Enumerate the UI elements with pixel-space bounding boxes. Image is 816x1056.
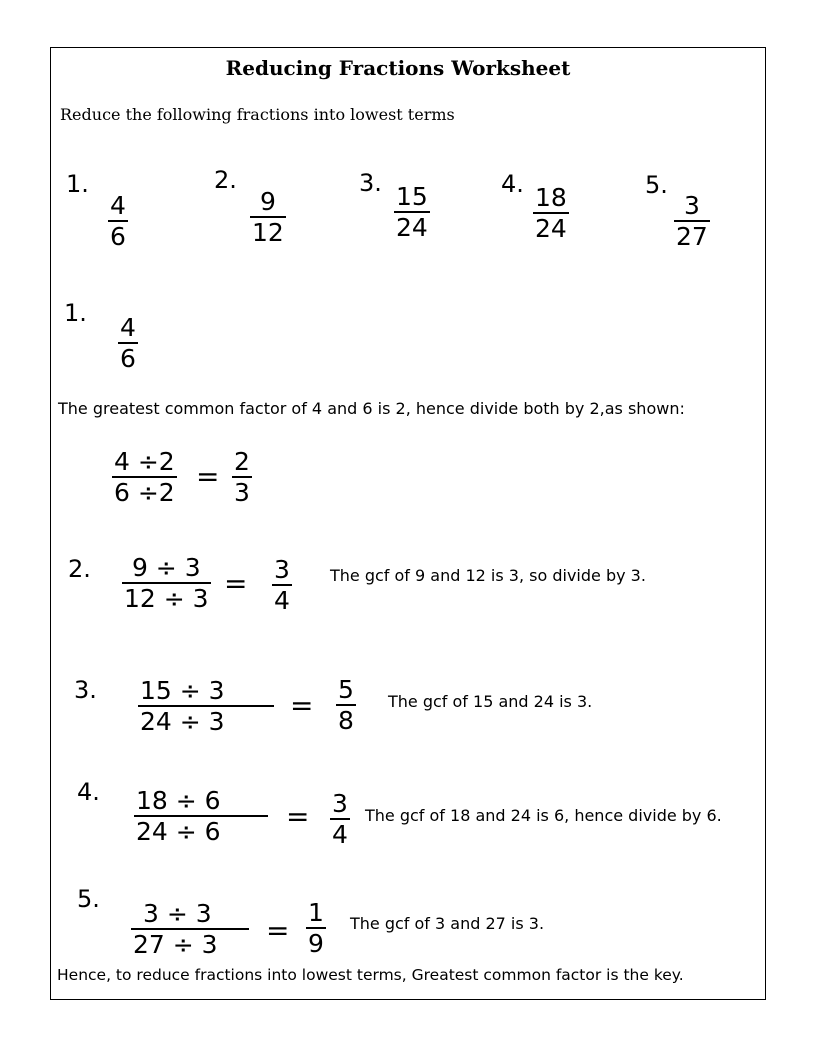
work-fraction xyxy=(122,555,211,611)
numerator: 15 ÷ 3 xyxy=(140,676,225,705)
numerator: 3 xyxy=(274,555,290,584)
problem-label: 4. xyxy=(501,170,524,198)
denominator: 6 ÷2 xyxy=(114,478,175,507)
denominator: 24 xyxy=(396,213,428,242)
solution-label: 3. xyxy=(74,676,97,704)
numerator: 1 xyxy=(308,898,324,927)
equals-sign: = xyxy=(196,460,220,493)
solution-label: 5. xyxy=(77,885,100,913)
solution-label: 1. xyxy=(64,299,87,327)
numerator: 3 ÷ 3 xyxy=(143,899,212,928)
result-fraction xyxy=(306,900,326,956)
explanation-text: The gcf of 18 and 24 is 6, hence divide by 6. xyxy=(365,806,722,825)
denominator: 6 xyxy=(110,222,126,251)
problem-label: 2. xyxy=(214,166,237,194)
denominator: 24 xyxy=(535,214,567,243)
numerator: 9 xyxy=(259,187,276,216)
problem-fraction xyxy=(533,185,569,241)
problem-label: 1. xyxy=(66,170,89,198)
solution-label: 2. xyxy=(68,555,91,583)
work-fraction xyxy=(112,449,177,505)
numerator: 18 ÷ 6 xyxy=(136,786,221,815)
numerator: 3 xyxy=(332,789,348,818)
denominator: 4 xyxy=(332,820,348,849)
result-fraction xyxy=(232,449,252,505)
numerator: 5 xyxy=(338,675,354,704)
instructions: Reduce the following fractions into lowest terms xyxy=(60,105,455,124)
work-fraction xyxy=(138,678,274,734)
given-fraction xyxy=(118,315,138,371)
conclusion-text: Hence, to reduce fractions into lowest terms, Greatest common factor is the key. xyxy=(57,966,684,984)
equals-sign: = xyxy=(290,689,314,722)
denominator: 24 ÷ 6 xyxy=(136,817,221,846)
numerator: 15 xyxy=(396,182,428,211)
denominator: 8 xyxy=(338,706,354,735)
solution-label: 4. xyxy=(77,778,100,806)
problem-fraction xyxy=(250,189,286,245)
denominator: 4 xyxy=(274,586,290,615)
worksheet-title: Reducing Fractions Worksheet xyxy=(225,56,571,80)
problem-fraction xyxy=(674,193,710,249)
work-fraction xyxy=(131,901,249,957)
explanation-text: The greatest common factor of 4 and 6 is 2, hence divide both by 2,as shown: xyxy=(58,399,685,418)
result-fraction xyxy=(330,791,350,847)
equals-sign: = xyxy=(266,914,290,947)
result-fraction xyxy=(272,557,292,613)
numerator: 18 xyxy=(535,183,567,212)
numerator: 9 ÷ 3 xyxy=(131,553,201,582)
problem-fraction xyxy=(108,193,128,249)
work-fraction xyxy=(134,788,268,844)
denominator: 12 xyxy=(252,218,284,247)
explanation-text: The gcf of 15 and 24 is 3. xyxy=(388,692,593,711)
equals-sign: = xyxy=(224,567,248,600)
equals-sign: = xyxy=(286,800,310,833)
problem-label: 5. xyxy=(645,171,668,199)
explanation-text: The gcf of 3 and 27 is 3. xyxy=(350,914,545,933)
denominator: 24 ÷ 3 xyxy=(140,707,225,736)
denominator: 3 xyxy=(234,478,250,507)
numerator: 4 ÷2 xyxy=(114,447,175,476)
problem-label: 3. xyxy=(359,169,382,197)
numerator: 2 xyxy=(234,447,250,476)
numerator: 3 xyxy=(683,191,700,220)
numerator: 4 xyxy=(110,191,126,220)
denominator: 27 xyxy=(676,222,708,251)
explanation-text: The gcf of 9 and 12 is 3, so divide by 3. xyxy=(330,566,646,585)
result-fraction xyxy=(336,677,356,733)
denominator: 12 ÷ 3 xyxy=(124,584,209,613)
denominator: 9 xyxy=(308,929,324,958)
numerator: 4 xyxy=(120,313,136,342)
denominator: 6 xyxy=(120,344,136,373)
problem-fraction xyxy=(394,184,430,240)
denominator: 27 ÷ 3 xyxy=(133,930,218,959)
